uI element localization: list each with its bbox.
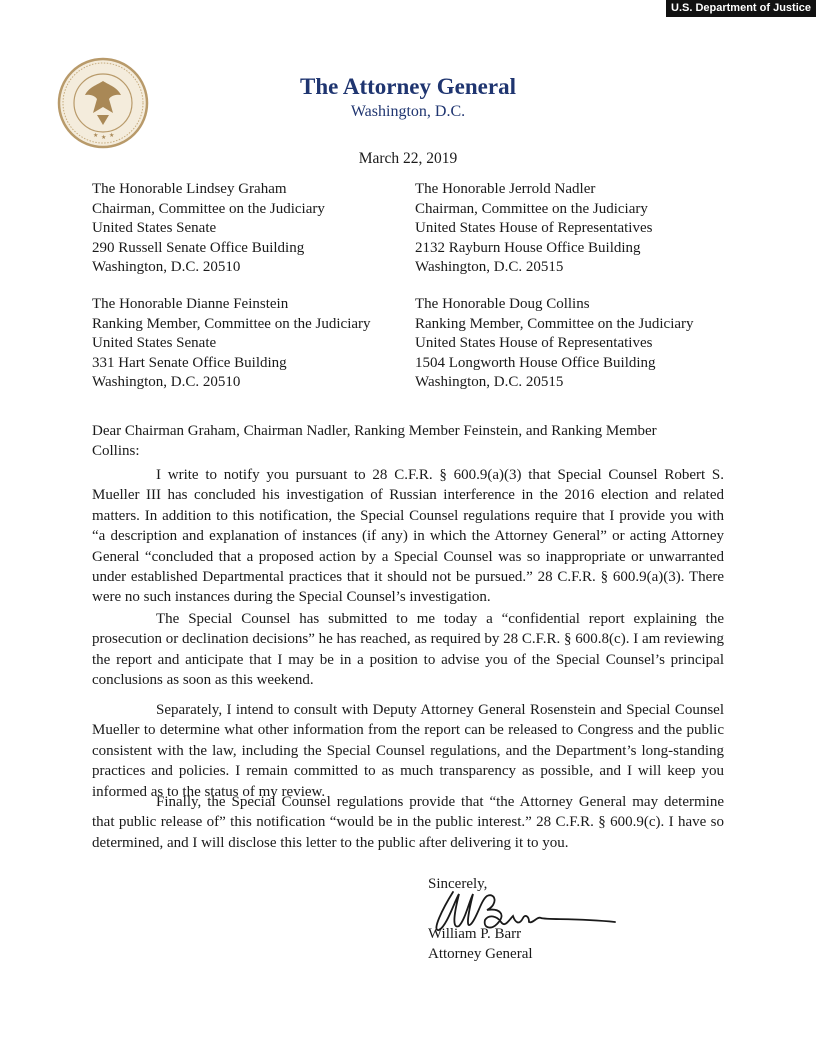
letterhead-location: Washington, D.C. <box>350 103 466 120</box>
address-line: Washington, D.C. 20510 <box>92 259 241 276</box>
address-line: The Honorable Lindsey Graham <box>92 181 287 197</box>
salutation: Dear Chairman Graham, Chairman Nadler, Ranking Member Feinstein, and Ranking Member Collins: <box>92 423 657 459</box>
recipient-address-collins <box>415 295 694 393</box>
signer-name: William P. Barr <box>428 926 522 942</box>
signer-title: Attorney General <box>428 946 533 962</box>
letter-date: March 22, 2019 <box>358 150 458 167</box>
body-paragraph-2: The Special Counsel has submitted to me today a “confidential report explaining the prosecution or declination decisions” he has reached, as required by 28 C.F.R. § 600.8(c). I am reviewing the report and anticipate that I may be in a position to advise you of the Special Counsel’s principal conclusions as soon as this weekend. <box>92 611 724 689</box>
address-line: United States House of Representatives <box>415 335 653 352</box>
address-line: The Honorable Jerrold Nadler <box>415 181 596 197</box>
letterhead-title: The Attorney General <box>300 74 516 99</box>
address-line: 290 Russell Senate Office Building <box>92 239 305 256</box>
address-line: Chairman, Committee on the Judiciary <box>92 200 325 217</box>
address-line: 1504 Longworth House Office Building <box>415 354 656 371</box>
address-line: United States Senate <box>92 220 217 237</box>
source-badge: U.S. Department of Justice <box>666 0 816 17</box>
valediction: Sincerely, <box>428 876 488 892</box>
recipient-address-feinstein <box>92 295 371 393</box>
body-paragraph-1: I write to notify you pursuant to 28 C.F.R. § 600.9(a)(3) that Special Counsel Robert S. Mueller III has concluded his investigation of Russian interference in the 2016 election and related matters. In addition to this notification, the Special Counsel regulations require that I provide you with “a description and explanation of instances (if any) in which the Attorney General” or acting Attorney General “concluded that a proposed action by a Special Counsel was so inappropriate or unwarranted under established Departmental practices that it should not be pursued.” 28 C.F.R. § 600.9(a)(3). There were no such instances during the Special Counsel’s investigation. <box>92 467 724 606</box>
address-line: Washington, D.C. 20510 <box>92 374 241 391</box>
address-line: 2132 Rayburn House Office Building <box>415 239 641 256</box>
recipient-address-graham <box>92 180 325 278</box>
address-line: The Honorable Doug Collins <box>415 296 590 312</box>
body-paragraph-4: Finally, the Special Counsel regulations provide that “the Attorney General may determine that public release of” this notification “would be in the public interest.” 28 C.F.R. § 600.9(c). I have so determined, and I will disclose this letter to the public after delivering it to you. <box>92 794 724 851</box>
recipient-address-nadler <box>415 180 652 278</box>
address-line: Ranking Member, Committee on the Judiciary <box>415 315 694 332</box>
address-line: Washington, D.C. 20515 <box>415 374 564 391</box>
address-line: Ranking Member, Committee on the Judiciary <box>92 315 371 332</box>
address-line: Washington, D.C. 20515 <box>415 259 564 276</box>
address-line: Chairman, Committee on the Judiciary <box>415 200 648 217</box>
body-paragraph-3: Separately, I intend to consult with Deputy Attorney General Rosenstein and Special Counsel Mueller to determine what other information from the report can be released to Congress and the public consistent with the law, including the Special Counsel regulations, and the Department’s long-standing practices and policies. I remain committed to as much transparency as possible, and I will keep you informed as to the status of my review. <box>92 702 724 800</box>
svg-text:★: ★ <box>93 133 99 139</box>
address-line: 331 Hart Senate Office Building <box>92 354 287 371</box>
svg-text:★: ★ <box>101 135 107 141</box>
address-line: United States Senate <box>92 335 217 352</box>
svg-text:★: ★ <box>109 133 115 139</box>
address-line: The Honorable Dianne Feinstein <box>92 296 289 312</box>
address-line: United States House of Representatives <box>415 220 653 237</box>
